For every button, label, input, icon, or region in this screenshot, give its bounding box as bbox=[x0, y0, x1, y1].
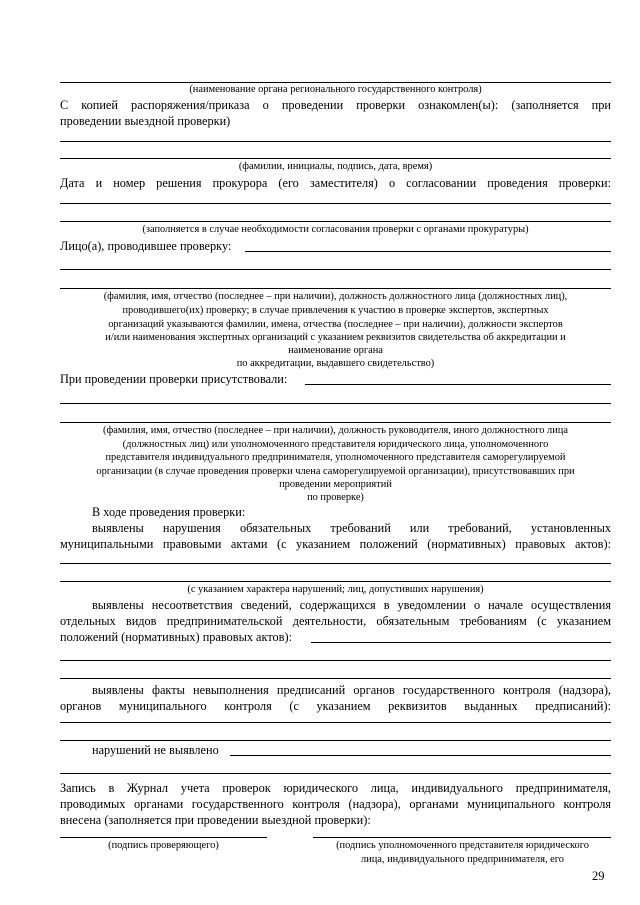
caption-present-line6: по проверке) bbox=[307, 492, 364, 503]
mismatch-text-line1: выявлены несоответствия сведений, содержащихся в уведомлении о начале осуществления bbox=[92, 598, 611, 612]
blank-line-prosecutor-2[interactable] bbox=[60, 221, 611, 222]
blank-line-mismatch-2[interactable] bbox=[60, 678, 611, 679]
caption-violations: (с указанием характера нарушений; лиц, допустивших нарушения) bbox=[187, 584, 484, 595]
journal-text-line1: Запись в Журнал учета проверок юридического лица, индивидуального предпринимателя, bbox=[60, 781, 611, 795]
blank-line-acquainted-1[interactable] bbox=[60, 141, 611, 142]
blank-line-present-inline[interactable] bbox=[305, 384, 611, 385]
caption-names-sign: (фамилии, инициалы, подпись, дата, время) bbox=[238, 161, 433, 172]
blank-line-prescriptions-2[interactable] bbox=[60, 740, 611, 741]
page-number: 29 bbox=[592, 869, 605, 883]
caption-sign-representative-line1: (подпись уполномоченного представителя юридического bbox=[336, 840, 589, 851]
violations-text-line1: выявлены нарушения обязательных требований или требований, установленных bbox=[92, 521, 611, 535]
blank-line-prosecutor-1[interactable] bbox=[60, 203, 611, 204]
blank-line-violations-1[interactable] bbox=[60, 563, 611, 564]
caption-region-organ: (наименование органа регионального государственного контроля) bbox=[189, 84, 482, 95]
caption-inspector-line4: и/или наименования экспертных организаций с указанием реквизитов свидетельства об аккредитации и bbox=[105, 332, 566, 343]
caption-inspector-line3: организаций указываются фамилии, имена, отчества (последнее – при наличии), должности экспертов bbox=[108, 319, 563, 330]
blank-line-mismatch-1[interactable] bbox=[60, 660, 611, 661]
during-check-heading: В ходе проведения проверки: bbox=[92, 505, 246, 519]
blank-line-no-violations[interactable] bbox=[230, 755, 611, 756]
prosecutor-decision-text: Дата и номер решения прокурора (его заместителя) о согласовании проведения проверки: bbox=[60, 176, 611, 190]
caption-present-line3: представителя индивидуального предпринимателя, уполномоченного представителя саморегулируемой bbox=[105, 452, 566, 463]
caption-sign-representative-line2: лица, индивидуального предпринимателя, его bbox=[361, 854, 564, 865]
blank-line-acquainted-2[interactable] bbox=[60, 158, 611, 159]
blank-line-present-2[interactable] bbox=[60, 422, 611, 423]
caption-inspector-line1: (фамилия, имя, отчество (последнее – при наличии), должность должностного лица (должностных лиц), bbox=[103, 291, 568, 302]
no-violations-label: нарушений не выявлено bbox=[92, 743, 219, 757]
inspector-label: Лицо(а), проводившее проверку: bbox=[60, 239, 232, 253]
blank-line-region-organ[interactable] bbox=[60, 82, 611, 83]
blank-line-inspector-1[interactable] bbox=[60, 269, 611, 270]
blank-line-no-violations-2[interactable] bbox=[60, 773, 611, 774]
blank-line-present-1[interactable] bbox=[60, 403, 611, 404]
caption-present-line1: (фамилия, имя, отчество (последнее – при наличии), должность руководителя, иного должностного лица bbox=[103, 425, 568, 436]
prescriptions-text-line1: выявлены факты невыполнения предписаний органов государственного контроля (надзора), bbox=[92, 683, 611, 697]
prescriptions-text-line2: органов муниципального контроля (с указанием реквизитов выданных предписаний): bbox=[60, 699, 611, 713]
caption-inspector-line2: проводившего(их) проверку; в случае привлечения к участию в проверке экспертов, экспертных bbox=[122, 305, 549, 316]
present-label: При проведении проверки присутствовали: bbox=[60, 372, 288, 386]
caption-inspector-line5: наименование органа bbox=[288, 345, 383, 356]
caption-prosecutor: (заполняется в случае необходимости согласования проверки с органами прокуратуры) bbox=[142, 224, 529, 235]
caption-present-line5: проведении мероприятий bbox=[279, 479, 392, 490]
blank-line-inspector-2[interactable] bbox=[60, 288, 611, 289]
violations-text-line2: муниципальными правовыми актами (с указанием положений (нормативных) правовых актов): bbox=[60, 537, 611, 551]
blank-line-inspector-inline[interactable] bbox=[245, 251, 611, 252]
caption-inspector-line6: по аккредитации, выдавшего свидетельство) bbox=[236, 358, 435, 369]
copy-acknowledged-text-line2: проведении выездной проверки) bbox=[60, 114, 231, 128]
caption-present-line4: организации (в случае проведения проверки члена саморегулируемой организации), присутствовавших при bbox=[96, 466, 575, 477]
caption-sign-inspector: (подпись проверяющего) bbox=[108, 840, 219, 851]
mismatch-text-line2: отдельных видов предпринимательской деятельности, обязательным требованиям (с указанием bbox=[60, 614, 611, 628]
blank-line-prescriptions-1[interactable] bbox=[60, 722, 611, 723]
caption-present-line2: (должностных лиц) или уполномоченного представителя юридического лица, уполномоченного bbox=[122, 439, 549, 450]
copy-acknowledged-text-line1: С копией распоряжения/приказа о проведении проверки ознакомлен(ы): (заполняется при bbox=[60, 98, 611, 112]
signature-line-representative[interactable] bbox=[313, 837, 611, 838]
signature-line-inspector[interactable] bbox=[60, 837, 267, 838]
blank-line-mismatch-inline[interactable] bbox=[311, 642, 611, 643]
journal-text-line3: внесена (заполняется при проведении выездной проверки): bbox=[60, 813, 371, 827]
blank-line-violations-2[interactable] bbox=[60, 581, 611, 582]
journal-text-line2: проводимых органами государственного контроля (надзора), органами муниципального контроля bbox=[60, 797, 611, 811]
mismatch-text-line3: положений (нормативных) правовых актов): bbox=[60, 630, 292, 644]
